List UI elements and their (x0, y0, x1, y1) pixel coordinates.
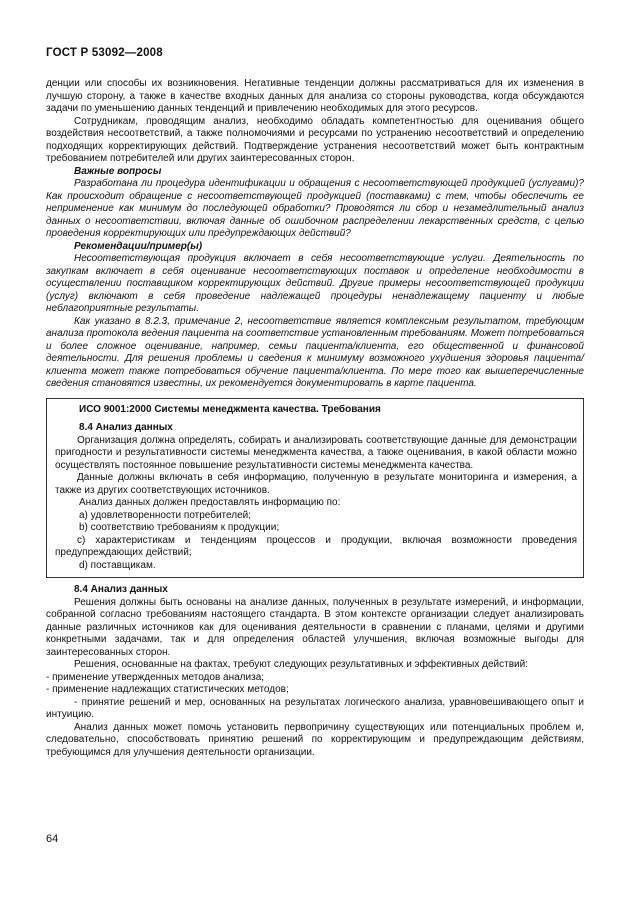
paragraph: Анализ данных может помочь установить первопричину существующих или потенциальных проблем и, следовательно, способствовать принятию решений по корректирующим и предупреждающим действиям, требующимся для улучшения деятельности организации. (46, 721, 584, 758)
iso-quote-title: ИСО 9001:2000 Системы менеджмента качества. Требования (79, 403, 381, 415)
list-item: d) поставщикам. (79, 559, 156, 571)
paragraph-questions: Разработана ли процедура идентификации и обращения с несоответствующей продукцией (услугами)? Как происходит обращение с несоответствующей продукцией (поставками) с тем, чтобы обеспечить ее неприменение как минимум до последующей обработки? Проводятся ли сбор и незамедлительный анализ данных о несоответствии, включая данные об ошибочном распределении лекарственных средств, с целью проведения корректирующих или предупреждающих действий? (46, 178, 584, 239)
list-item: - применение надлежащих статистических методов; (46, 684, 289, 695)
section-heading: 8.4 Анализ данных (74, 584, 168, 595)
iso-quote-box (46, 398, 584, 579)
paragraph: Решения должны быть основаны на анализе данных, полученных в результате измерений, и информации, собранной согласно требованиям настоящего стандарта. В этом контексте организации следует анализировать данные различных источников как для оценивания деятельности в сравнении с планами, целями и другими конкретными задачами, так и для определения областей улучшения, включая возможные выгоды для заинтересованных сторон. (46, 596, 584, 658)
paragraph: денции или способы их возникновения. Негативные тенденции должны рассматриваться для их изменения в лучшую сторону, а также в качестве входных данных для анализа со стороны руководства, когда обсуждаются задачи по уменьшению данных тенденций и привлечению необходимых для этого ресурсов. (46, 78, 584, 114)
subheading-questions: Важные вопросы (74, 165, 162, 177)
list-item: c) характеристикам и тенденциям процессов и продукции, включая возможности проведения предупреждающих действий; (55, 534, 577, 558)
list-item: b) соответствию требованиям к продукции; (79, 522, 280, 533)
list-item: - принятие решений и мер, основанных на результатах логического анализа, уравновешивающего опыт и интуицию. (46, 696, 584, 720)
paragraph: Организация должна определять, собирать и анализировать соответствующие данные для демонстрации пригодности и результативности системы менеджмента качества, а также оценивания, в какой области можно осуществлять постоянное повышение результативности системы менеджмента качества. (55, 434, 577, 471)
page-number: 64 (46, 833, 59, 845)
subheading-recommendations: Рекомендации/пример(ы) (74, 240, 203, 252)
paragraph: Анализ данных должен предоставлять информацию по: (79, 497, 341, 508)
paragraph: Решения, основанные на фактах, требуют следующих результативных и эффективных действий: (74, 659, 528, 670)
document-body (46, 78, 584, 759)
paragraph: Сотрудникам, проводящим анализ, необходимо обладать компетентностью для оценивания общего воздействия несоответствий, а также полномочиями и ресурсами по устранению несоответствий и определению подходящих корректирующих действий. Подтверждение устранения несоответствий может быть контрактным требованием потребителей или других заинтересованных сторон. (46, 115, 584, 164)
list-item: - применение утвержденных методов анализа; (46, 671, 265, 683)
paragraph-recommendations: Как указано в 8.2.3, примечание 2, несоответствие является комплексным результатом, требующим анализа протокола ведения пациента на соответствие установленным требованиям. Может потребоваться и более сложное оценивание, например, семьи пациента/клиента, его общественной и финансовой деятельности. Для решения проблемы и сведения к минимуму возможного ухудшения здоровья пациента/клиента может также потребоваться обучение пациента/клиента. По мере того как вышеперечисленные сведения становятся известны, их рекомендуется документировать в карте пациента. (46, 315, 584, 389)
paragraph: Данные должны включать в себя информацию, полученную в результате мониторинга и измерения, а также из других соответствующих источников. (55, 472, 577, 496)
document-header: ГОСТ Р 53092—2008 (46, 47, 163, 59)
paragraph-recommendations: Несоответствующая продукция включает в себя несоответствующие услуги. Деятельность по закупкам включает в себя оценивание несоответствующих поставок и определение необходимости в осуществлении поставщиком корректирующих действий. Другие примеры несоответствующей продукции (услуг) включают в себя проведение надлежащей процедуры ненадлежащему пациенту и любые неблагоприятные результаты. (46, 253, 584, 314)
iso-section-heading: 8.4 Анализ данных (79, 422, 173, 433)
list-item: a) удовлетворенности потребителей; (79, 509, 252, 521)
